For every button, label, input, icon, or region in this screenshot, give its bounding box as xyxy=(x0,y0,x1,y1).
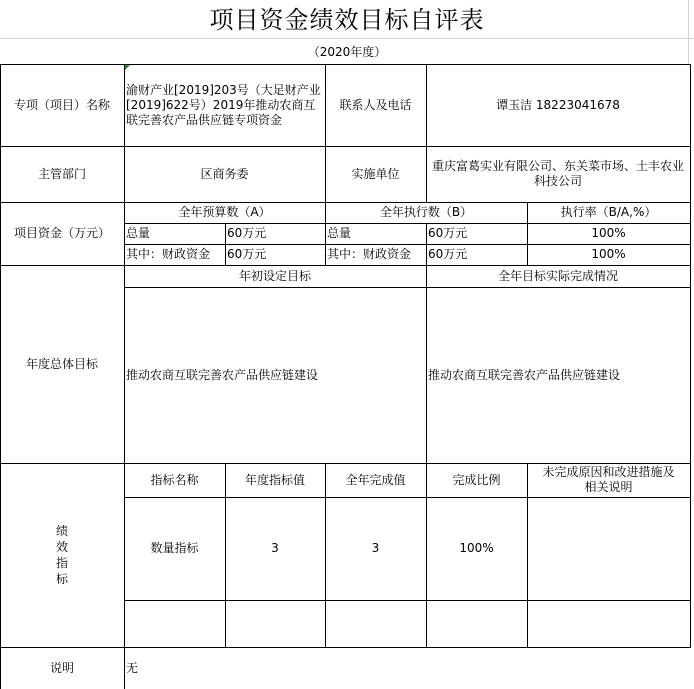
completion-ratio-value: 100% xyxy=(459,541,494,555)
border-line xyxy=(0,146,691,147)
actual-goal-value: 推动农商互联完善农产品供应链建设 xyxy=(428,367,621,382)
year-subtitle: （2020年度） xyxy=(307,44,387,59)
label-char: 效 xyxy=(55,540,68,554)
label-char: 绩 xyxy=(55,524,68,538)
funds-row-label: 总量 xyxy=(126,226,151,240)
set-goal-header: 年初设定目标 xyxy=(238,268,311,283)
funds-rate-value: 100% xyxy=(591,226,626,240)
project-name-value: 渝财产业[2019]203号（大足财产业[2019]622号）2019年推动农商互联完善农产品供应链专项资金 xyxy=(126,82,321,127)
border-line xyxy=(0,64,1,689)
border-line xyxy=(527,202,528,265)
border-line xyxy=(325,202,326,265)
label-char: 指 xyxy=(55,556,68,570)
label-char: 标 xyxy=(55,572,68,586)
border-line xyxy=(426,265,427,463)
border-line xyxy=(225,223,226,265)
funds-budget-value: 60万元 xyxy=(227,247,267,261)
funds-exec-value: 60万元 xyxy=(428,247,468,261)
set-goal-value: 推动农商互联完善农产品供应链建设 xyxy=(126,367,319,382)
contact-value: 谭玉洁 18223041678 xyxy=(496,97,620,112)
funds-label: 项目资金（万元） xyxy=(13,226,110,240)
annual-actual-header: 全年完成值 xyxy=(345,472,406,487)
border-line xyxy=(325,64,326,202)
border-line xyxy=(0,647,691,648)
performance-indicator-label xyxy=(0,463,124,647)
incomplete-reason-header: 未完成原因和改进措施及相关说明 xyxy=(542,465,675,494)
remark-label: 说明 xyxy=(49,660,74,675)
completion-ratio-header: 完成比例 xyxy=(452,472,501,487)
border-line xyxy=(527,463,528,647)
execution-rate-header: 执行率（B/A,%） xyxy=(560,205,657,219)
actual-goal-header: 全年目标实际完成情况 xyxy=(497,268,618,283)
indicator-name-value: 数量指标 xyxy=(150,541,199,555)
border-line xyxy=(0,265,691,266)
budget-header: 全年预算数（A） xyxy=(178,205,271,219)
border-line xyxy=(225,463,226,647)
contact-label: 联系人及电话 xyxy=(339,97,412,112)
annual-actual-value: 3 xyxy=(371,541,380,555)
funds-row-label: 总量 xyxy=(327,226,352,240)
border-line xyxy=(124,223,691,224)
annual-goal-label: 年度总体目标 xyxy=(25,356,98,371)
funds-exec-value: 60万元 xyxy=(428,226,468,240)
border-line xyxy=(426,463,427,647)
funds-budget-value: 60万元 xyxy=(227,226,267,240)
border-line xyxy=(690,64,691,647)
border-line xyxy=(0,202,691,203)
funds-rate-value: 100% xyxy=(591,247,626,261)
border-line xyxy=(325,463,326,647)
funds-row-label: 其中：财政资金 xyxy=(327,247,412,261)
annual-target-value: 3 xyxy=(271,541,279,555)
border-line xyxy=(0,463,691,464)
border-line xyxy=(124,287,691,288)
remark-value: 无 xyxy=(126,660,139,675)
execution-header: 全年执行数（B） xyxy=(379,205,473,219)
funds-row-label: 其中：财政资金 xyxy=(126,247,211,261)
border-line xyxy=(0,64,691,65)
border-line xyxy=(426,223,427,265)
incomplete-reason-value xyxy=(527,497,690,600)
border-line xyxy=(124,244,691,245)
project-name-label: 专项（项目）名称 xyxy=(13,97,110,112)
border-line xyxy=(124,600,691,601)
page-title: 项目资金绩效目标自评表 xyxy=(209,5,485,34)
indicator-name-header: 指标名称 xyxy=(150,472,199,487)
implementing-unit-value: 重庆富葛实业有限公司、东关菜市场、土丰农业科技公司 xyxy=(431,159,684,188)
border-line xyxy=(426,64,427,202)
department-label: 主管部门 xyxy=(37,166,86,181)
annual-target-header: 年度指标值 xyxy=(244,472,305,487)
border-line xyxy=(124,497,691,498)
border-line xyxy=(124,64,125,689)
implementing-unit-label: 实施单位 xyxy=(351,166,400,181)
department-value: 区商务委 xyxy=(200,166,249,181)
